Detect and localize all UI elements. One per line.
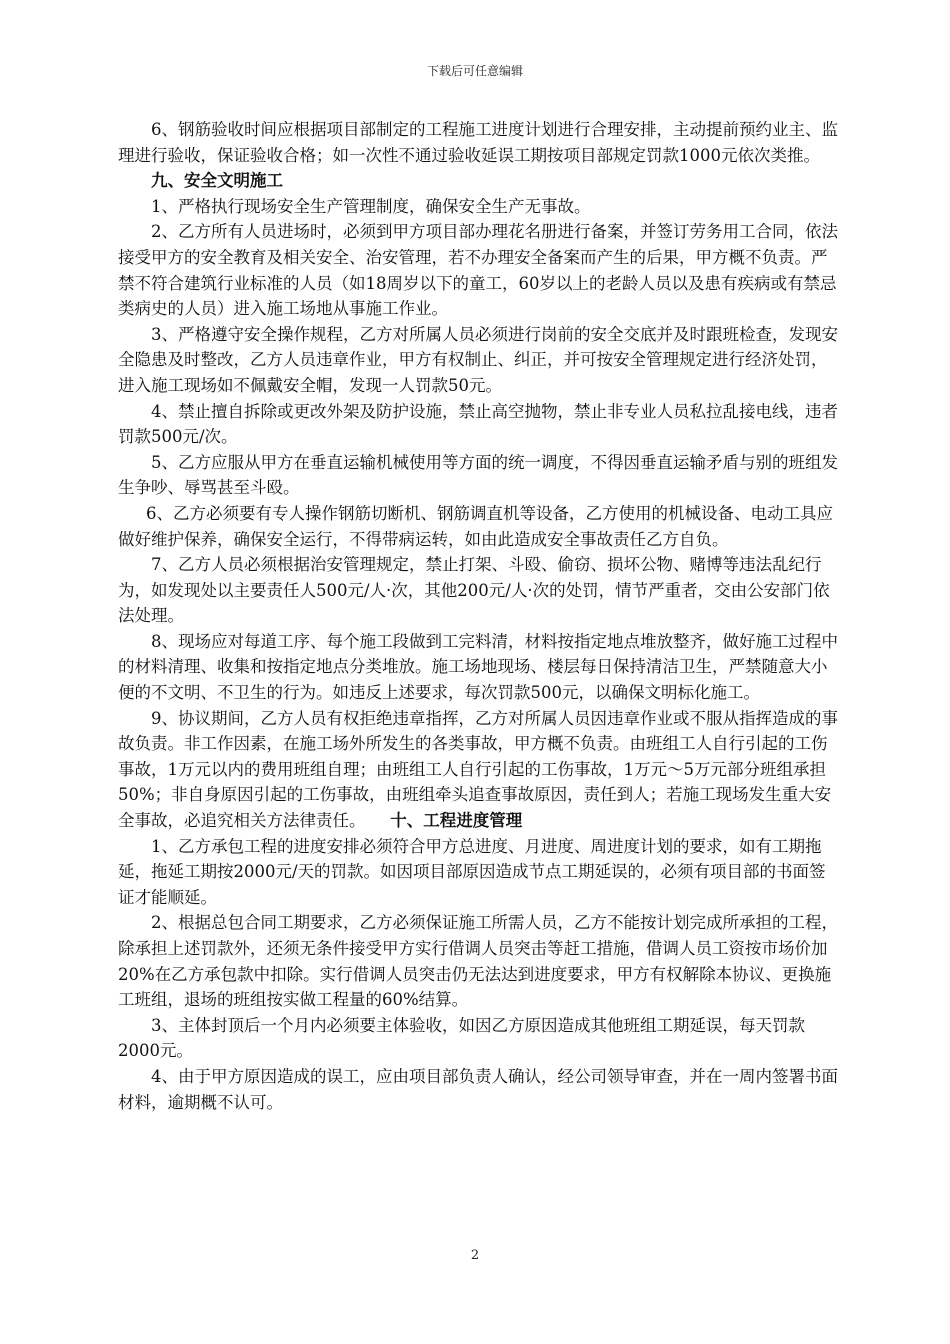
document-body <box>118 117 838 1115</box>
paragraph-9-3: 3、严格遵守安全操作规程，乙方对所属人员必须进行岗前的安全交底并及时跟班检查，发现安全隐患及时整改，乙方人员违章作业，甲方有权制止、纠正，并可按安全管理规定进行经济处罚，进入施工现场如不佩戴安全帽，发现一人罚款50元。 <box>118 324 838 395</box>
paragraph-9-9 <box>118 706 838 834</box>
paragraph-9-6: 6、乙方必须要有专人操作钢筋切断机、钢筋调直机等设备，乙方使用的机械设备、电动工具应做好维护保养，确保安全运行，不得带病运转，如由此造成安全事故责任乙方自负。 <box>118 503 833 549</box>
paragraph-10-3: 3、主体封顶后一个月内必须要主体验收，如因乙方原因造成其他班组工期延误，每天罚款2000元。 <box>118 1015 805 1061</box>
paragraph-9-1: 1、严格执行现场安全生产管理制度，确保安全生产无事故。 <box>151 196 591 216</box>
paragraph-9-2: 2、乙方所有人员进场时，必须到甲方项目部办理花名册进行备案，并签订劳务用工合同，依法接受甲方的安全教育及相关安全、治安管理，若不办理安全备案而产生的后果，甲方概不负责。严禁不符合建筑行业标准的人员（如18周岁以下的童工，60岁以上的老龄人员以及患有疾病或有禁忌类病史的人员）进入施工场地从事施工作业。 <box>118 222 838 319</box>
paragraph-9-5: 5、乙方应服从甲方在垂直运输机械使用等方面的统一调度，不得因垂直运输矛盾与别的班组发生争吵、辱骂甚至斗殴。 <box>118 452 838 498</box>
section-9-heading: 九、安全文明施工 <box>151 171 283 191</box>
page-number: 2 <box>470 1248 480 1263</box>
section-10-heading: 十、工程进度管理 <box>390 811 523 831</box>
paragraph-9-8: 8、现场应对每道工序、每个施工段做到工完料清，材料按指定地点堆放整齐，做好施工过程中的材料清理、收集和按指定地点分类堆放。施工场地现场、楼层每日保持清洁卫生，严禁随意大小便的不文明、不卫生的行为。如违反上述要求，每次罚款500元，以确保文明标化施工。 <box>118 631 838 703</box>
paragraph-10-2: 2、根据总包合同工期要求，乙方必须保证施工所需人员，乙方不能按计划完成所承担的工程，除承担上述罚款外，还须无条件接受甲方实行借调人员突击等赶工措施，借调人员工资按市场价加20%在乙方承包款中扣除。实行借调人员突击仍无法达到进度要求，甲方有权解除本协议、更换施工班组，退场的班组按实做工程量的60%结算。 <box>118 913 838 1010</box>
paragraph-8-6: 6、钢筋验收时间应根据项目部制定的工程施工进度计划进行合理安排，主动提前预约业主、监理进行验收，保证验收合格；如一次性不通过验收延误工期按项目部规定罚款1000元依次类推。 <box>118 120 838 165</box>
paragraph-10-4: 4、由于甲方原因造成的误工，应由项目部负责人确认，经公司领导审查，并在一周内签署书面材料，逾期概不认可。 <box>118 1066 838 1112</box>
paragraph-9-9-text: 9、协议期间，乙方人员有权拒绝违章指挥，乙方对所属人员因违章作业或不服从指挥造成的事故负责。非工作因素，在施工场外所发生的各类事故，甲方概不负责。由班组工人自行引起的工伤事故，1万元以内的费用班组自理；由班组工人自行引起的工伤事故，1万元～5万元部分班组承担50%；非自身原因引起的工伤事故，由班组牵头追查事故原因，责任到人；若施工现场发生重大安全事故，必追究相关方法律责任。 <box>118 708 838 831</box>
paragraph-9-7: 7、乙方人员必须根据治安管理规定，禁止打架、斗殴、偷窃、损坏公物、赌博等违法乱纪行为，如发现处以主要责任人500元/人·次，其他200元/人·次的处罚，情节严重者，交由公安部门依法处理。 <box>118 555 830 626</box>
paragraph-10-1: 1、乙方承包工程的进度安排必须符合甲方总进度、月进度、周进度计划的要求，如有工期拖延，拖延工期按2000元/天的罚款。如因项目部原因造成节点工期延误的，必须有项目部的书面签证才能顺延。 <box>118 836 826 907</box>
paragraph-9-4: 4、禁止擅自拆除或更改外架及防护设施，禁止高空抛物，禁止非专业人员私拉乱接电线，违者罚款500元/次。 <box>118 401 838 447</box>
page-header-note: 下载后可任意编辑 <box>426 64 523 78</box>
